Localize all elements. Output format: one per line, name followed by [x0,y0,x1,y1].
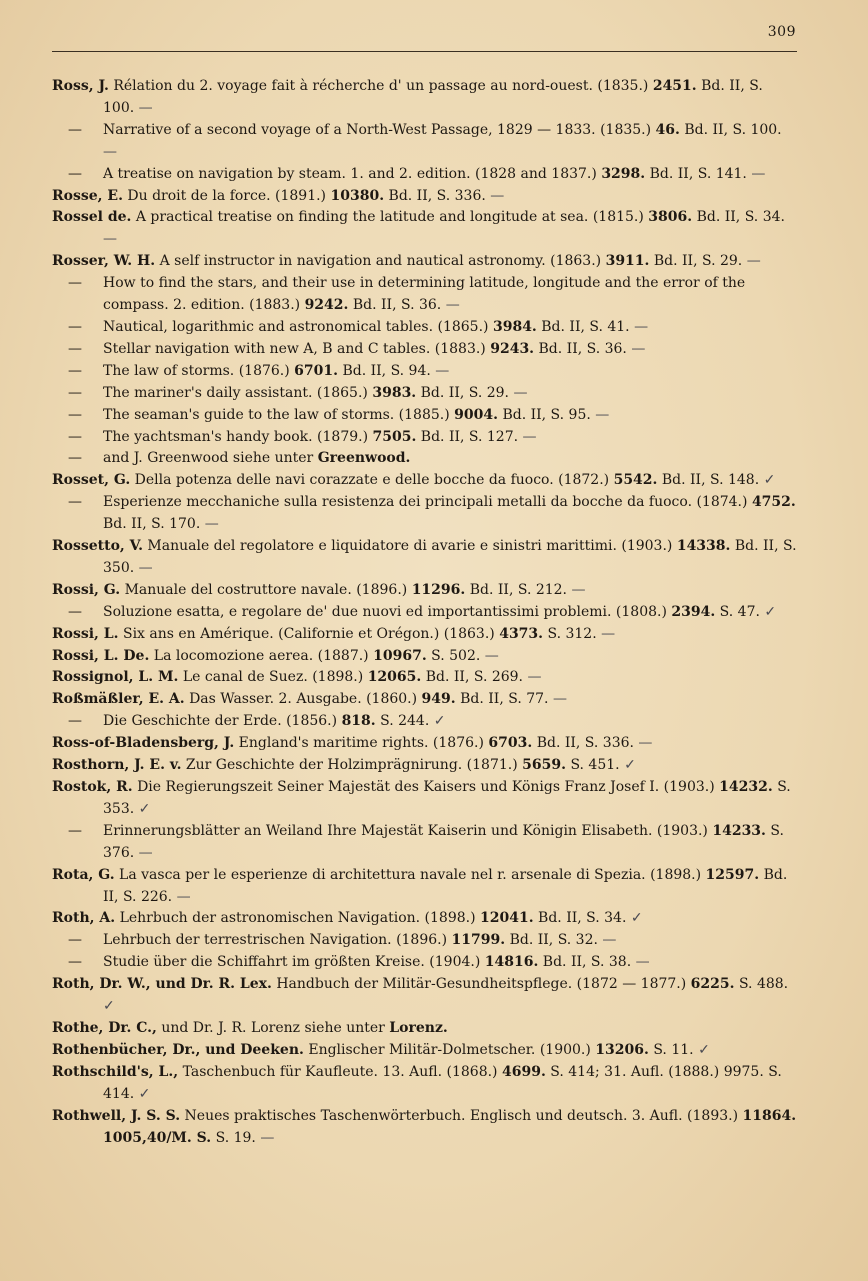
entry-author: Rosset, G. [52,472,131,489]
entry-mark: — [176,888,191,905]
entry-reference: Bd. II, S. 350. [103,538,797,576]
entry-number: 11799. [451,932,506,949]
entry-title: The mariner's daily assistant. (1865.) [103,384,368,401]
entry-mark: — [571,581,586,598]
catalog-entry [52,427,797,449]
catalog-entry [52,1062,797,1106]
entry-title: La locomozione aerea. (1887.) [153,647,369,664]
repeat-author-dash: — [68,954,82,971]
entry-reference: S. 376. [103,822,784,861]
catalog-entry [52,930,797,952]
entry-mark: — [552,691,567,708]
entry-number: 12597. [705,866,760,883]
entry-reference: Bd. II, S. 29. [653,253,743,270]
repeat-author-dash: — [68,362,82,379]
entry-title: A treatise on navigation by steam. 1. and 2. edition. (1828 and 1837.) [103,165,597,182]
catalog-entry [52,361,797,383]
entry-reference: Bd. II, S. 38. [542,954,632,971]
entry-author: Rothenbücher, Dr., und Deeken. [52,1041,304,1058]
catalog-entry [52,952,797,974]
entry-author: Rossetto, V. [52,538,143,555]
entry-title: Handbuch der Militär-Gesundheitspflege. (1872 — 1877.) [276,976,687,993]
catalog-entry [52,273,797,317]
entry-reference: S. 353. [103,779,791,817]
entry-number: 3911. [605,253,650,270]
catalog-entry [52,76,797,120]
entry-number: 5542. [613,472,658,489]
entry-title: Du droit de la force. (1891.) [127,187,327,204]
entry-author: Roth, Dr. W., und Dr. R. Lex. [52,976,272,993]
catalog-entry [52,383,797,405]
entry-mark: — [638,735,653,752]
entry-number: 4373. [499,625,544,642]
entry-number: 6703. [488,735,533,752]
catalog-entry [52,164,797,186]
entry-reference: Bd. II, S. 77. [460,691,549,708]
entry-reference: S. 488. [738,976,789,993]
entry-author: Rothwell, J. S. S. [52,1107,181,1124]
catalog-entry [52,186,797,208]
entry-mark: — [435,362,450,379]
entry-mark: — [204,516,219,533]
entry-author: Rosthorn, J. E. v. [52,757,182,774]
entry-number: Greenwood. [317,450,411,467]
entry-mark: ✓ [433,713,446,730]
header-rule [52,51,797,52]
entry-mark: — [634,318,649,335]
entry-title: Rélation du 2. voyage fait à récherche d' un passage au nord-ouest. (1835.) [113,78,649,94]
catalog-entry [52,339,797,361]
entry-number: 14232. [719,779,773,795]
entry-mark: — [602,932,617,949]
catalog-entry [52,317,797,339]
entry-mark: — [595,406,610,423]
entry-mark: — [513,384,528,401]
entry-title: How to find the stars, and their use in determining latitude, longitude and the error of the compass. 2. edition. (1883.) [103,275,746,314]
entry-author: Roßmäßler, E. A. [52,691,185,708]
entry-reference: Bd. II, S. 36. [538,340,627,357]
catalog-entry [52,120,797,164]
entry-title: und Dr. J. R. Lorenz siehe unter [161,1019,385,1036]
entry-author: Rossi, G. [52,581,121,598]
catalog-entry [52,711,797,733]
entry-reference: Bd. II, S. 34. [696,209,785,226]
repeat-author-dash: — [68,340,82,357]
entry-title: Das Wasser. 2. Ausgabe. (1860.) [189,691,418,708]
repeat-author-dash: — [68,822,82,839]
entry-mark: ✓ [630,910,643,927]
repeat-author-dash: — [68,165,82,182]
entry-reference: S. 502. [431,647,481,664]
catalog-entry [52,1018,797,1040]
repeat-author-dash: — [68,603,82,620]
entry-author: Rossel de. [52,209,132,226]
entry-number: 14233. [712,822,766,839]
entry-mark: — [601,625,616,642]
catalog-entry [52,448,797,470]
catalog-entry [52,251,797,273]
catalog-entry [52,667,797,689]
entry-number: 3298. [601,165,646,182]
catalog-entry [52,733,797,755]
catalog-entry [52,470,797,492]
repeat-author-dash: — [68,275,82,292]
entry-reference: S. 47. [719,603,760,620]
entry-title: England's maritime rights. (1876.) [238,735,484,752]
entry-title: Manuale del costruttore navale. (1896.) [124,581,408,598]
page-number: 309 [767,24,796,40]
entry-number: 46. [655,121,680,138]
entry-number: 10967. [373,647,427,664]
entry-number: 2451. [652,78,697,94]
entry-mark: ✓ [138,1085,151,1102]
catalog-entry [52,580,797,602]
entry-reference: Bd. II, S. 94. [342,362,431,379]
entry-title: A self instructor in navigation and nautical astronomy. (1863.) [159,253,602,270]
entry-title: Manuale del regolatore e liquidatore di avarie e sinistri marittimi. (1903.) [147,538,673,555]
entry-number: 6701. [294,362,338,379]
entry-mark: ✓ [103,998,115,1015]
entry-title: A practical treatise on finding the latitude and longitude at sea. (1815.) [135,209,644,226]
entry-number: 13206. [595,1041,649,1058]
catalog-entry [52,777,797,821]
entry-title: Le canal de Suez. (1898.) [182,669,364,686]
entry-reference: Bd. II, S. 148. [661,472,760,489]
repeat-author-dash: — [68,428,82,445]
entry-number: 12065. [367,669,422,686]
entry-mark: — [746,253,761,270]
entry-mark: ✓ [624,757,636,774]
entry-mark: — [260,1129,275,1146]
entry-reference: Bd. II, S. 34. [538,910,627,927]
entry-mark: — [138,99,153,116]
repeat-author-dash: — [68,384,82,401]
entry-reference: Bd. II, S. 95. [502,406,591,423]
entry-number: 12041. [480,910,534,927]
entry-reference: Bd. II, S. 226. [103,866,788,905]
entry-reference: S. 414; 31. Aufl. (1888.) 9975. S. 414. [103,1063,782,1102]
catalog-entry [52,536,797,580]
entry-number: 4699. [501,1063,546,1080]
entry-reference: Bd. II, S. 32. [509,932,598,949]
entry-reference: S. 451. [570,757,620,774]
repeat-author-dash: — [68,406,82,423]
entry-reference: Bd. II, S. 29. [420,384,510,401]
entry-title: Stellar navigation with new A, B and C tables. (1883.) [103,340,486,357]
entry-title: Taschenbuch für Kaufleute. 13. Aufl. (1868.) [182,1063,498,1080]
entry-title: The yachtsman's handy book. (1879.) [103,428,369,445]
entry-number: 9242. [304,297,349,314]
catalog-entry [52,492,797,536]
entry-title: Englischer Militär-Dolmetscher. (1900.) [308,1041,591,1058]
entry-reference: Bd. II, S. 336. [388,187,486,204]
entry-reference: S. 244. [380,713,430,730]
catalog-entry [52,646,797,668]
entry-number: Lorenz. [389,1019,448,1036]
entry-reference: S. 19. [215,1129,256,1146]
catalog-entry [52,207,797,251]
catalog-entry [52,1040,797,1062]
entry-author: Rota, G. [52,866,115,883]
entry-reference: Bd. II, S. 100. [103,78,763,116]
entry-reference: Bd. II, S. 336. [536,735,634,752]
repeat-author-dash: — [68,713,82,730]
entry-author: Roth, A. [52,910,116,927]
entry-number: 3983. [372,384,417,401]
entry-reference: Bd. II, S. 212. [469,581,568,598]
catalog-entry [52,908,797,930]
catalog-entry [52,865,797,909]
entry-number: 9243. [490,340,535,357]
entry-title: Zur Geschichte der Holzimprägnirung. (1871.) [185,757,518,774]
repeat-author-dash: — [68,494,82,511]
entry-author: Rostok, R. [52,779,133,795]
entry-reference: Bd. II, S. 170. [103,516,201,533]
entry-title: Erinnerungsblätter an Weiland Ihre Majestät Kaiserin und Königin Elisabeth. (1903.) [103,822,708,839]
entry-number: 2394. [671,603,716,620]
entry-mark: ✓ [698,1041,710,1058]
entry-title: Lehrbuch der astronomischen Navigation. (1898.) [119,910,476,927]
entry-mark: — [527,669,542,686]
entry-number: 5659. [522,757,566,774]
entry-reference: S. 312. [547,625,597,642]
entry-title: Esperienze mecchaniche sulla resistenza dei principali metalli da bocche da fuoco. (1874.) [103,494,748,511]
entry-mark: — [751,165,766,182]
entry-reference: Bd. II, S. 141. [649,165,747,182]
entry-number: 3806. [648,209,693,226]
entry-reference: Bd. II, S. 269. [425,669,524,686]
catalog-entry [52,1106,797,1150]
repeat-author-dash: — [68,932,82,949]
entry-number: 4752. [751,494,796,511]
entry-mark: ✓ [764,603,777,620]
entry-title: Studie über die Schiffahrt im größten Kreise. (1904.) [103,954,481,971]
entry-number: 6225. [690,976,735,993]
entry-mark: — [635,954,650,971]
entry-title: Die Geschichte der Erde. (1856.) [103,713,338,730]
entry-mark: — [522,428,537,445]
entry-reference: Bd. II, S. 41. [541,318,630,335]
entry-number: 10380. [330,187,385,204]
entry-number: 14816. [484,954,539,971]
entry-author: Rossignol, L. M. [52,669,179,686]
repeat-author-dash: — [68,450,82,467]
entry-number: 14338. [676,538,731,555]
catalog-entry [52,755,797,777]
entry-number: 818. [341,713,376,730]
entry-mark: — [138,844,153,861]
entry-title: Nautical, logarithmic and astronomical tables. (1865.) [103,318,489,335]
repeat-author-dash: — [68,318,82,335]
entry-reference: S. 11. [653,1041,694,1058]
entry-number: 11296. [411,581,466,598]
entry-reference: Bd. II, S. 127. [420,428,519,445]
entry-author: Rossi, L. [52,625,119,642]
entry-mark: — [631,340,646,357]
catalog-entry [52,974,797,1018]
entry-mark: — [484,647,499,664]
entry-author: Rothe, Dr. C., [52,1019,157,1036]
entry-title: Soluzione esatta, e regolare de' due nuovi ed importantissimi problemi. (1808.) [103,603,667,620]
entry-mark: — [103,231,117,248]
catalog-entry [52,602,797,624]
entry-title: Six ans en Amérique. (Californie et Orégon.) (1863.) [122,625,495,642]
entry-mark: — [138,559,153,576]
entry-title: The seaman's guide to the law of storms. (1885.) [103,406,450,423]
entry-number: 11864. 1005,40/M. S. [103,1107,797,1146]
entry-author: Rothschild's, L., [52,1063,179,1080]
entry-mark: ✓ [763,472,776,489]
entry-number: 7505. [372,428,417,445]
entry-title: and J. Greenwood siehe unter [103,450,314,467]
catalog-entry [52,405,797,427]
entry-mark: — [445,297,460,314]
entry-title: Die Regierungszeit Seiner Majestät des Kaisers und Königs Franz Josef I. (1903.) [137,779,715,795]
entry-title: Della potenza delle navi corazzate e delle bocche da fuoco. (1872.) [134,472,610,489]
entry-author: Rosser, W. H. [52,253,156,270]
catalog-entry [52,689,797,711]
entry-mark: — [490,187,505,204]
entry-title: La vasca per le esperienze di architettura navale nel r. arsenale di Spezia. (1898.) [119,866,702,883]
entry-title: The law of storms. (1876.) [103,362,290,379]
entry-reference: Bd. II, S. 100. [684,121,782,138]
entry-title: Narrative of a second voyage of a North-West Passage, 1829 — 1833. (1835.) [103,121,652,138]
catalog-entry [52,821,797,865]
entry-title: Lehrbuch der terrestrischen Navigation. (1896.) [103,932,448,949]
entry-author: Rossi, L. De. [52,647,150,664]
catalog-entries [52,76,797,1149]
entry-author: Ross-of-Bladensberg, J. [52,735,235,752]
entry-reference: Bd. II, S. 36. [352,297,442,314]
entry-number: 3984. [492,318,537,335]
entry-mark: ✓ [138,800,151,817]
catalog-entry [52,624,797,646]
entry-title: Neues praktisches Taschenwörterbuch. Englisch und deutsch. 3. Aufl. (1893.) [184,1107,739,1124]
entry-author: Ross, J. [52,78,109,94]
entry-author: Rosse, E. [52,187,123,204]
entry-number: 9004. [454,406,498,423]
entry-mark: — [103,143,117,160]
repeat-author-dash: — [68,121,82,138]
entry-number: 949. [421,691,456,708]
